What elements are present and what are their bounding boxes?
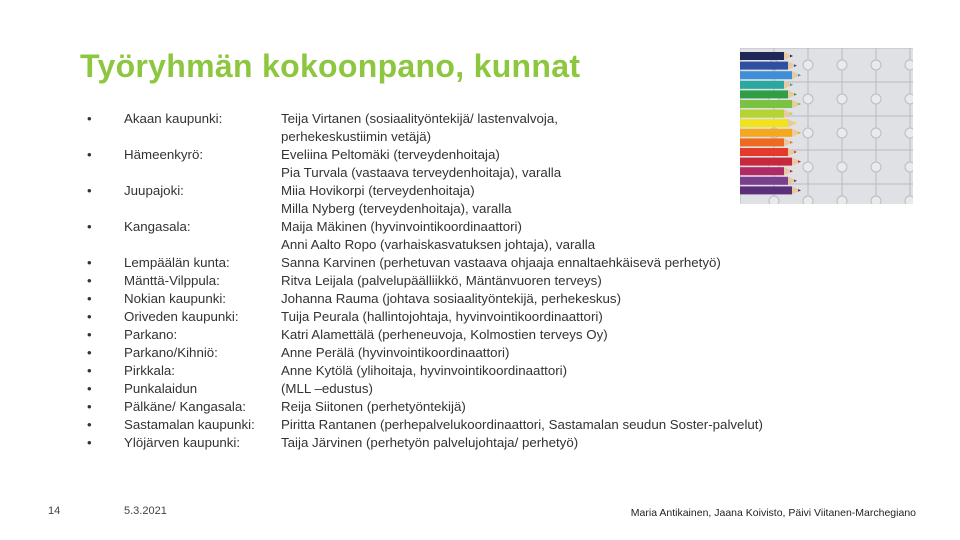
- puzzle-knob: [803, 128, 813, 138]
- pencil-icon: [740, 100, 792, 108]
- representatives: [281, 290, 621, 308]
- puzzle-knob: [837, 60, 847, 70]
- puzzle-knob: [871, 60, 881, 70]
- representatives: [281, 416, 763, 434]
- municipality-name: Parkano:: [124, 327, 178, 342]
- representatives: [281, 182, 512, 218]
- representative-line: Piritta Rantanen (perhepalvelukoordinaattori, Sastamalan seudun Soster-palvelut): [281, 417, 763, 432]
- representatives: [281, 254, 721, 272]
- representative-line: Reija Siitonen (perhetyöntekijä): [281, 399, 466, 414]
- representatives: [281, 398, 466, 416]
- municipality-name: Mänttä-Vilppula:: [124, 273, 220, 288]
- puzzle-knob: [837, 196, 847, 204]
- municipality-name: Sastamalan kaupunki:: [124, 417, 255, 432]
- representatives: [281, 344, 509, 362]
- representative-line: Pia Turvala (vastaava terveydenhoitaja), varalla: [281, 165, 562, 180]
- representative-line: Johanna Rauma (johtava sosiaalityöntekijä, perhekeskus): [281, 291, 621, 306]
- representatives: [281, 362, 567, 380]
- pencil-icon: [740, 148, 788, 156]
- municipality-name: Parkano/Kihniö:: [124, 345, 218, 360]
- pencils-on-puzzle-image: [740, 48, 913, 204]
- representatives: [281, 380, 373, 398]
- puzzle-knob: [769, 196, 779, 204]
- representatives: [281, 218, 595, 254]
- puzzle-knob: [837, 128, 847, 138]
- representative-line: (MLL –edustus): [281, 381, 373, 396]
- representative-line: Eveliina Peltomäki (terveydenhoitaja): [281, 147, 500, 162]
- representative-line: Anni Aalto Ropo (varhaiskasvatuksen johtaja), varalla: [281, 237, 596, 252]
- bullet-icon: •: [87, 309, 92, 324]
- puzzle-knob: [871, 128, 881, 138]
- pencil-icon: [740, 186, 792, 194]
- representative-line: Teija Virtanen (sosiaalityöntekijä/ lastenvalvoja,: [281, 111, 558, 126]
- bullet-icon: •: [87, 435, 92, 450]
- representative-line: Katri Alamettälä (perheneuvoja, Kolmostien terveys Oy): [281, 327, 608, 342]
- representative-line: Maija Mäkinen (hyvinvointikoordinaattori): [281, 219, 522, 234]
- puzzle-knob: [905, 94, 913, 104]
- municipality-name: Akaan kaupunki:: [124, 111, 223, 126]
- puzzle-knob: [803, 162, 813, 172]
- bullet-icon: •: [87, 417, 92, 432]
- bullet-icon: •: [87, 381, 92, 396]
- representatives: [281, 272, 602, 290]
- representative-line: Miia Hovikorpi (terveydenhoitaja): [281, 183, 475, 198]
- municipality-name: Lempäälän kunta:: [124, 255, 230, 270]
- representatives: [281, 308, 603, 326]
- bullet-icon: •: [87, 327, 92, 342]
- pencil-icon: [740, 110, 784, 118]
- representative-line: Anne Perälä (hyvinvointikoordinaattori): [281, 345, 510, 360]
- representative-line: Taija Järvinen (perhetyön palvelujohtaja/ perhetyö): [281, 435, 579, 450]
- municipality-name: Juupajoki:: [124, 183, 184, 198]
- representative-line: Tuija Peurala (hallintojohtaja, hyvinvointikoordinaattori): [281, 309, 603, 324]
- pencil-icon: [740, 177, 788, 185]
- bullet-icon: •: [87, 255, 92, 270]
- slide-authors: Maria Antikainen, Jaana Koivisto, Päivi Viitanen-Marchegiano: [630, 507, 916, 519]
- pencil-icon: [740, 71, 792, 79]
- municipality-name: Ylöjärven kaupunki:: [124, 435, 241, 450]
- representatives: [281, 110, 558, 146]
- page-number: 14: [48, 505, 61, 517]
- representatives: [281, 326, 608, 344]
- pencil-icon: [740, 167, 784, 175]
- bullet-icon: •: [87, 399, 92, 414]
- pencil-icon: [740, 81, 784, 89]
- municipality-name: Punkalaidun: [124, 381, 198, 396]
- municipality-name: Pirkkala:: [124, 363, 175, 378]
- puzzle-knob: [905, 196, 913, 204]
- representative-line: Sanna Karvinen (perhetuvan vastaava ohjaaja ennaltaehkäisevä perhetyö): [281, 255, 721, 270]
- bullet-icon: •: [87, 147, 92, 162]
- representative-line: Anne Kytölä (ylihoitaja, hyvinvointikoordinaattori): [281, 363, 568, 378]
- representative-line: Milla Nyberg (terveydenhoitaja), varalla: [281, 201, 512, 216]
- bullet-icon: •: [87, 345, 92, 360]
- puzzle-knob: [905, 60, 913, 70]
- municipality-name: Nokian kaupunki:: [124, 291, 227, 306]
- bullet-icon: •: [87, 111, 92, 126]
- photo-svg: [740, 48, 913, 204]
- puzzle-knob: [905, 162, 913, 172]
- puzzle-knob: [837, 94, 847, 104]
- puzzle-knob: [871, 162, 881, 172]
- pencil-icon: [740, 129, 792, 137]
- puzzle-knob: [803, 94, 813, 104]
- representatives: [281, 434, 578, 452]
- representatives: [281, 146, 561, 182]
- puzzle-knob: [803, 196, 813, 204]
- municipality-name: Pälkäne/ Kangasala:: [124, 399, 246, 414]
- puzzle-knob: [871, 94, 881, 104]
- representative-line: Ritva Leijala (palvelupäälliikkö, Mäntänvuoren terveys): [281, 273, 602, 288]
- municipality-name: Hämeenkyrö:: [124, 147, 204, 162]
- pencil-icon: [740, 62, 788, 70]
- slide-title: Työryhmän kokoonpano, kunnat: [80, 48, 581, 84]
- puzzle-knob: [837, 162, 847, 172]
- pencil-icon: [740, 90, 788, 98]
- bullet-icon: •: [87, 183, 92, 198]
- municipality-name: Kangasala:: [124, 219, 191, 234]
- bullet-icon: •: [87, 363, 92, 378]
- pencil-icon: [740, 52, 784, 60]
- slide-date: 5.3.2021: [124, 505, 167, 517]
- bullet-icon: •: [87, 219, 92, 234]
- representative-line: perhekeskustiimin vetäjä): [281, 129, 432, 144]
- puzzle-knob: [803, 60, 813, 70]
- bullet-icon: •: [87, 291, 92, 306]
- pencil-icon: [740, 158, 792, 166]
- puzzle-knob: [905, 128, 913, 138]
- bullet-icon: •: [87, 273, 92, 288]
- pencil-icon: [740, 138, 784, 146]
- puzzle-knob: [871, 196, 881, 204]
- municipality-name: Oriveden kaupunki:: [124, 309, 239, 324]
- pencil-icon: [740, 119, 788, 127]
